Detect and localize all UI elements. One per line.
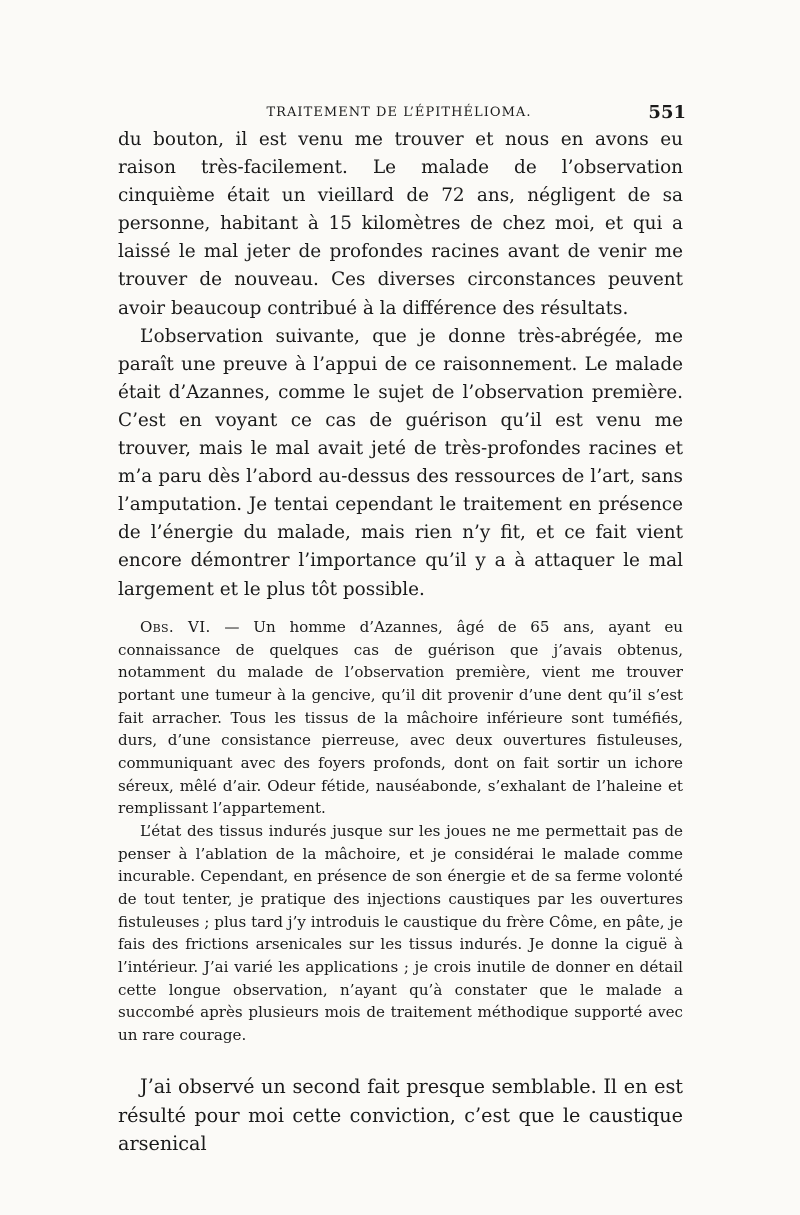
observation-label: Obs. VI.: [140, 618, 211, 636]
observation-paragraph-2: L’état des tissus indurés jusque sur les joues ne me permettait pas de penser à l’ablation de la mâchoire, et je considérai le malade comme incurable. Cependant, en présence de son énergie et de sa ferme volonté de tout tenter, je pratique des injections caustiques par les ouvertures fistuleuses ; plus tard j’y introduis le caustique du frère Côme, en pâte, je fais des frictions arsenicales sur les tissus indurés. Je donne la ciguë à l’intérieur. J’ai varié les applications ; je crois inutile de donner en détail cette longue observation, n’ayant qu’à constater que le malade a succombé après plusieurs mois de traitement méthodique supporté avec un rare courage.: [118, 822, 683, 1044]
paragraph-2: L’observation suivante, que je donne très-abrégée, me paraît une preuve à l’appui de ce raisonnement. Le malade était d’Azannes, comme le sujet de l’observation première. C’est en voyant ce cas de guérison qu’il est venu me trouver, mais le mal avait jeté de très-profondes racines et m’a paru dès l’abord au-dessus des ressources de l’art, sans l’amputation. Je tentai cependant le traitement en présence de l’énergie du malade, mais rien n’y fit, et ce fait vient encore démontrer l’importance qu’il y a à attaquer le mal largement et le plus tôt possible.: [118, 325, 683, 600]
running-title: TRAITEMENT DE L’ÉPITHÉLIOMA.: [266, 105, 532, 120]
observation-block: [118, 616, 683, 820]
main-text-top: [118, 126, 683, 604]
observation-paragraph: [118, 616, 683, 820]
page-number: 551: [648, 102, 686, 123]
observation-text: — Un homme d’Azannes, âgé de 65 ans, ayant eu connaissance de quelques cas de guérison que j’avais obtenus, notamment du malade de l’observation première, vient me trouver portant une tumeur à la gencive, qu’il dit provenir d’une dent qu’il s’est fait arracher. Tous les tissus de la mâchoire inférieure sont tuméfiés, durs, d’une consistance pierreuse, avec deux ouvertures fistuleuses, communiquant avec des foyers profonds, dont on fait sortir un ichore séreux, mêlé d’air. Odeur fétide, nauséabonde, s’exhalant de l’haleine et remplissant l’appartement.: [118, 618, 684, 818]
paragraph-3: J’ai observé un second fait presque semblable. Il en est résulté pour moi cette conviction, c’est que le caustique arsenical: [118, 1075, 683, 1155]
paragraph-1: du bouton, il est venu me trouver et nous en avons eu raison très-facilement. Le malade de l’observation cinquième était un vieillard de 72 ans, négligent de sa personne, habitant à 15 kilomètres de chez moi, et qui a laissé le mal jeter de profondes racines avant de venir me trouver de nouveau. Ces diverses circonstances peuvent avoir beaucoup contribué à la différence des résultats.: [118, 129, 683, 319]
main-text-bottom: [118, 1073, 683, 1159]
page-header: [112, 101, 686, 125]
observation-continuation: [118, 820, 683, 1047]
